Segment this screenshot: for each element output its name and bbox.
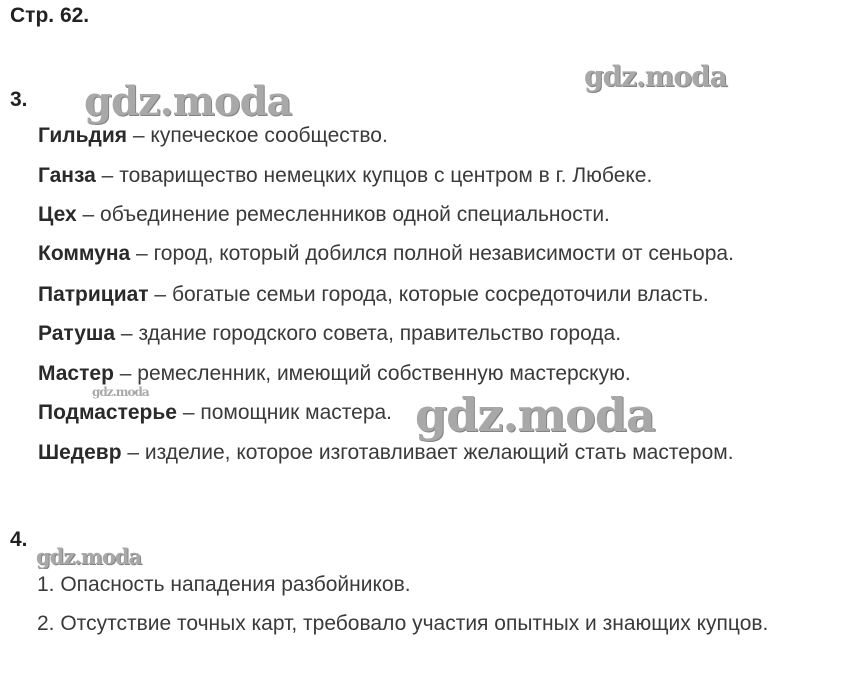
watermark: gdz.moda bbox=[415, 388, 655, 442]
task-4-number: 4. bbox=[10, 528, 28, 551]
term: Подмастерье bbox=[38, 401, 177, 424]
separator: – bbox=[113, 362, 138, 385]
definition: товарищество немецких купцов с центром в г. Любеке. bbox=[119, 164, 653, 187]
definition: город, который добился полной независимости от сеньора. bbox=[153, 242, 734, 265]
separator: – bbox=[127, 124, 151, 147]
separator: – bbox=[121, 441, 145, 464]
separator: – bbox=[115, 322, 139, 345]
term-line bbox=[38, 362, 631, 386]
definition: ремесленник, имеющий собственную мастерскую. bbox=[137, 362, 631, 385]
page-title: Стр. 62. bbox=[10, 4, 90, 27]
term: Цех bbox=[38, 203, 77, 226]
list-item: 2. Отсутствие точных карт, требовало участия опытных и знающих купцов. bbox=[37, 612, 769, 635]
term-line bbox=[38, 283, 709, 307]
definition: купеческое сообщество. bbox=[150, 124, 388, 147]
term-line bbox=[38, 322, 621, 346]
term: Ратуша bbox=[38, 322, 116, 345]
term: Ганза bbox=[38, 164, 96, 187]
term: Гильдия bbox=[38, 124, 128, 147]
separator: – bbox=[130, 242, 154, 265]
separator: – bbox=[148, 283, 172, 306]
term-line bbox=[38, 242, 734, 266]
definition: объединение ремесленников одной специальности. bbox=[100, 203, 610, 226]
separator: – bbox=[76, 203, 101, 226]
term-line bbox=[38, 401, 392, 425]
watermark: gdz.moda bbox=[36, 544, 142, 569]
separator: – bbox=[95, 164, 120, 187]
term: Мастер bbox=[38, 362, 114, 385]
task-3-number: 3. bbox=[10, 88, 28, 111]
term-line bbox=[38, 203, 610, 227]
watermark: gdz.moda bbox=[84, 78, 292, 125]
list-item: 1. Опасность нападения разбойников. bbox=[37, 573, 411, 596]
term: Шедевр bbox=[38, 441, 122, 464]
term-line bbox=[38, 441, 734, 465]
watermark: gdz.moda bbox=[584, 60, 727, 93]
separator: – bbox=[176, 401, 201, 424]
definition: богатые семьи города, которые сосредоточили власть. bbox=[171, 283, 709, 306]
watermark: gdz.moda bbox=[92, 385, 149, 399]
definition: помощник мастера. bbox=[200, 401, 393, 424]
term: Коммуна bbox=[38, 242, 131, 265]
definition: здание городского совета, правительство города. bbox=[138, 322, 622, 345]
term-line bbox=[38, 164, 652, 188]
definition: изделие, которое изготавливает желающий стать мастером. bbox=[144, 441, 734, 464]
term-line bbox=[38, 124, 388, 148]
term: Патрициат bbox=[38, 283, 149, 306]
